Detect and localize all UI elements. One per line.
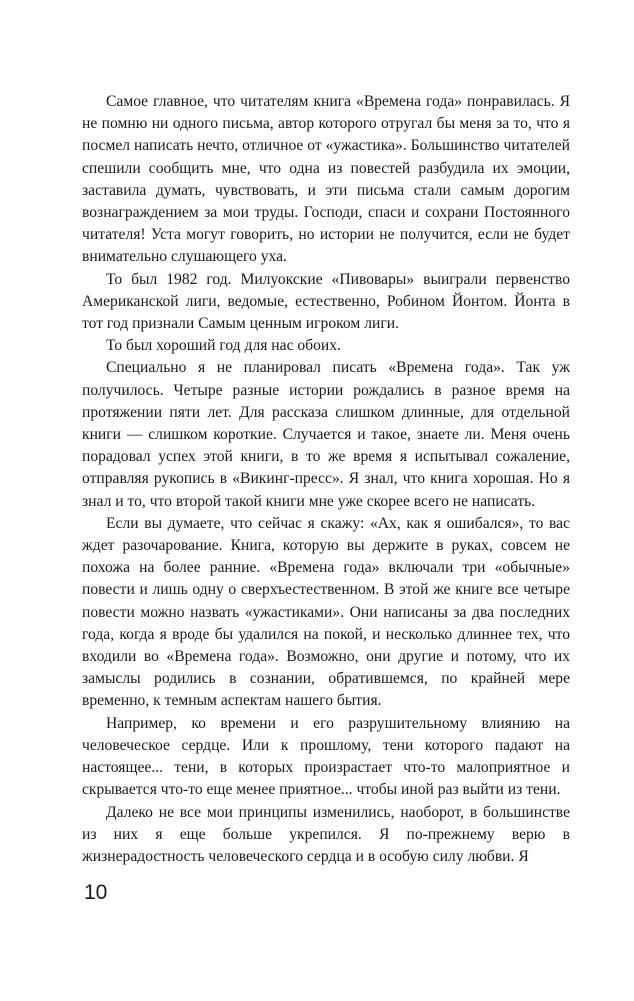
page-number: 10 (84, 881, 108, 904)
paragraph: То был 1982 год. Милуокские «Пивовары» выиграли первенство Американской лиги, ведомые, естественно, Робином Йонтом. Йонта в тот год признали Самым ценным игроком лиги. (82, 270, 570, 333)
body-text (82, 91, 570, 868)
paragraph: Далеко не все мои принципы изменились, наоборот, в большинстве из них я еще больше укрепился. Я по-прежнему верю в жизнерадостность человеческого сердца и в особую силу любви. Я (82, 803, 570, 865)
paragraph: Например, ко времени и его разрушительному влиянию на человеческое сердце. Или к прошлому, тени которого падают на настоящее... тени, в которых произрастает что-то малоприятное и скрывается что-то еще менее приятное... чтобы иной раз выйти из тени. (82, 714, 570, 799)
paragraph: Самое главное, что читателям книга «Времена года» понравилась. Я не помню ни одного письма, автор которого отругал бы меня за то, что я посмел написать нечто, отличное от «ужастика». Большинство читателей спешили сообщить мне, что одна из повестей разбудила их эмоции, заставила думать, чувствовать, и эти письма стали самым дорогим вознаграждением за мои труды. Господи, спаси и сохрани Постоянного читателя! Уста могут говорить, но истории не получится, если не будет внимательно слушающего уха. (82, 93, 570, 266)
paragraph: То был хороший год для нас обоих. (106, 337, 341, 355)
paragraph: Специально я не планировал писать «Времена года». Так уж получилось. Четыре разные истории рождались в разное время на протяжении пяти лет. Для рассказа слишком длинные, для отдельной книги — слишком короткие. Случается и такое, знаете ли. Меня очень порадовал успех этой книги, в то же время я испытывал сожаление, отправляя рукопись в «Викинг-пресс». Я знал, что книга хорошая. Но я знал и то, что второй такой книги мне уже скорее всего не написать. (82, 359, 570, 510)
paragraph: Если вы думаете, что сейчас я скажу: «Ах, как я ошибался», то вас ждет разочарование. Книга, которую вы держите в руках, совсем не похожа на более ранние. «Времена года» включали три «обычные» повести и лишь одну о сверхъестественном. В этой же книге все четыре повести можно назвать «ужастиками». Они написаны за два последних года, когда я вроде бы удалился на покой, и несколько длиннее тех, что входили во «Времена года». Возможно, они другие и потому, что их замыслы родились в сознании, обратившемся, по крайней мере временно, к темным аспектам нашего бытия. (82, 514, 570, 710)
